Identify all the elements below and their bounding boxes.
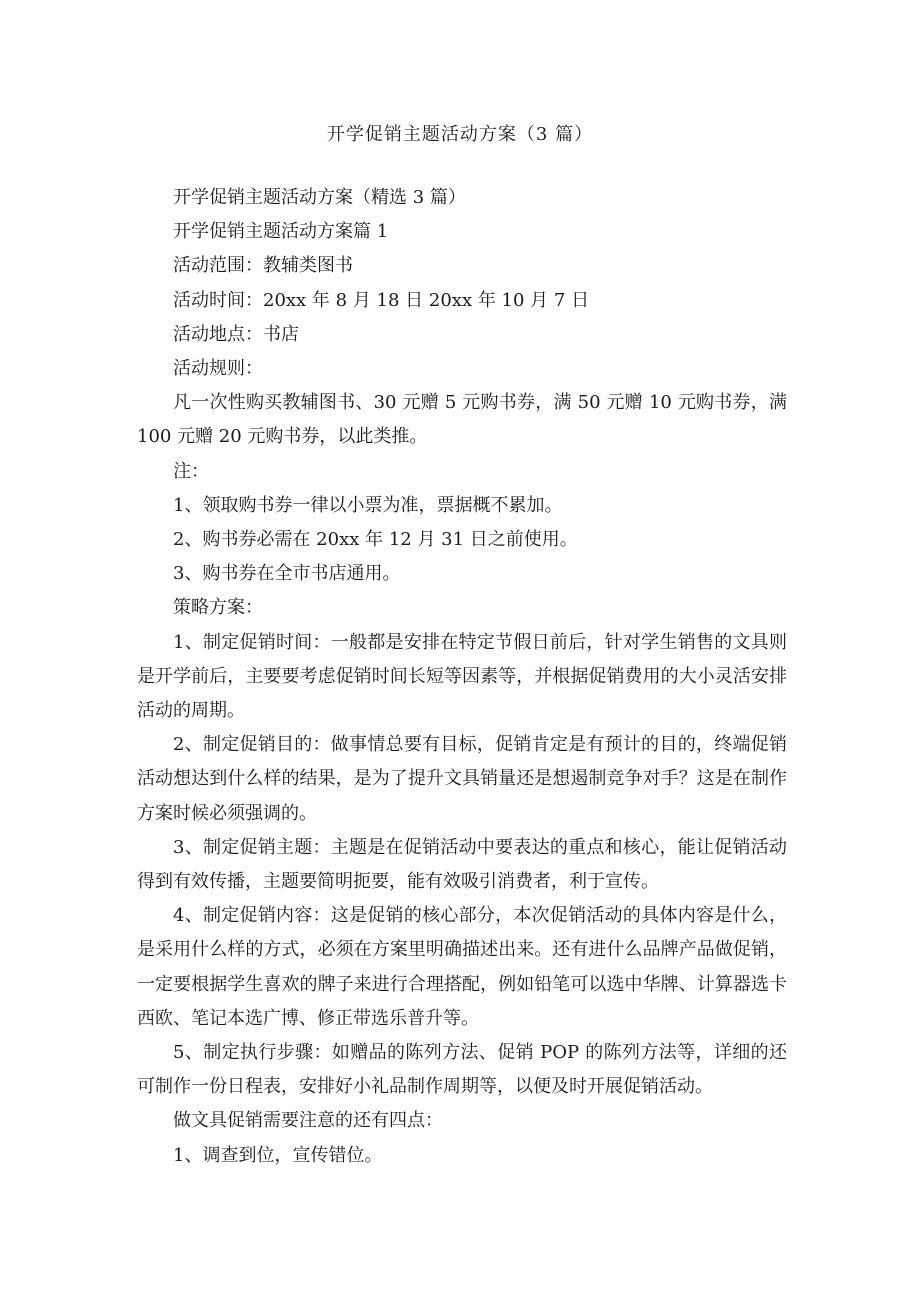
paragraph-activity-rules: 凡一次性购买教辅图书、30 元赠 5 元购书券，满 50 元赠 10 元购书券，满 100 元赠 20 元购书券，以此类推。 — [137, 392, 787, 448]
paragraph-notes-heading: 注： — [173, 460, 209, 482]
paragraph-strategy-5: 5、制定执行步骤：如赠品的陈列方法、促销 POP 的陈列方法等，详细的还可制作一份日程表，安排好小礼品制作周期等，以便及时开展促销活动。 — [137, 1042, 787, 1098]
paragraph-activity-time: 活动时间：20xx 年 8 月 18 日 20xx 年 10 月 7 日 — [173, 289, 590, 311]
document-body — [137, 181, 787, 1173]
paragraph-four-points-heading: 做文具促销需要注意的还有四点： — [173, 1110, 443, 1132]
paragraph-activity-location: 活动地点：书店 — [173, 323, 299, 345]
paragraph-section-heading: 开学促销主题活动方案篇 1 — [173, 221, 389, 243]
paragraph-strategy-4: 4、制定促销内容：这是促销的核心部分，本次促销活动的具体内容是什么，是采用什么样的方式，必须在方案里明确描述出来。还有进什么品牌产品做促销，一定要根据学生喜欢的牌子来进行合理搭配，例如铅笔可以选中华牌、计算器选卡西欧、笔记本选广博、修正带选乐普升等。 — [137, 905, 787, 1029]
paragraph-point-1: 1、调查到位，宣传错位。 — [173, 1144, 383, 1166]
paragraph-activity-rules-heading: 活动规则： — [173, 358, 263, 380]
paragraph-subtitle: 开学促销主题活动方案（精选 3 篇） — [173, 187, 466, 208]
paragraph-strategy-3: 3、制定促销主题：主题是在促销活动中要表达的重点和核心，能让促销活动得到有效传播，主题要简明扼要，能有效吸引消费者，利于宣传。 — [137, 836, 787, 893]
document-title: 开学促销主题活动方案（3 篇） — [326, 124, 594, 145]
paragraph-strategy-2: 2、制定促销目的：做事情总要有目标，促销肯定是有预计的目的，终端促销活动想达到什么样的结果，是为了提升文具销量还是想遏制竞争对手？这是在制作方案时候必须强调的。 — [137, 734, 787, 824]
paragraph-note-3: 3、购书券在全市书店通用。 — [173, 563, 401, 585]
paragraph-note-2: 2、购书券必需在 20xx 年 12 月 31 日之前使用。 — [173, 529, 578, 551]
paragraph-strategy-1: 1、制定促销时间：一般都是安排在特定节假日前后，针对学生销售的文具则是开学前后，主要要考虑促销时间长短等因素等，并根据促销费用的大小灵活安排活动的周期。 — [137, 631, 787, 722]
paragraph-strategy-heading: 策略方案： — [173, 597, 263, 619]
paragraph-note-1: 1、领取购书券一律以小票为准，票据概不累加。 — [173, 494, 563, 516]
paragraph-activity-scope: 活动范围：教辅类图书 — [173, 255, 353, 277]
